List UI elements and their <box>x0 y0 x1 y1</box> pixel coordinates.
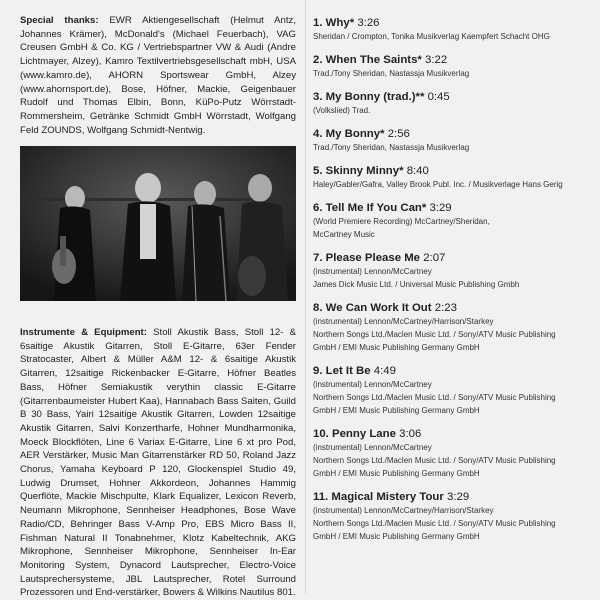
track-duration: 2:56 <box>387 128 410 140</box>
track-heading <box>313 16 581 30</box>
track-item <box>313 427 581 480</box>
track-item <box>313 364 581 417</box>
track-credit-line: GmbH / EMI Music Publishing Germany GmbH <box>313 343 480 352</box>
track-credit-line: Sheridan / Crompton, Tonika Musikverlag Kaempfert Schacht OHG <box>313 32 550 41</box>
track-title: 2. When The Saints* <box>313 54 422 66</box>
track-credit-line: (instrumental) Lennon/McCartney <box>313 267 432 276</box>
track-item <box>313 16 581 43</box>
track-credit-line: GmbH / EMI Music Publishing Germany GmbH <box>313 469 480 478</box>
track-heading <box>313 251 581 265</box>
band-photo <box>20 146 296 301</box>
equipment-body: Stoll Akustik Bass, Stoll 12- & 6saitige Akustik Gitarren, Stoll E-Gitarre, 63er Fender Stratocaster, Albert & Müller A&M 12- & 6saitige Akustik Gitarren, 12saitige Rickenbacker E-Gitarre, Höfner Beatles Bass, Höfner Semiakustik verythin classic E-Gitarre (Gitarrenbaumeister Hubert Kaa), Hannabach Bass Saiten, Guild B 30 Bass, Yairi 12saitige Akustik Gitarren, Lowden 12saitige Akustik Gitarren, Salvi Konzertharfe, Hohner Mundharmonika, Moeck Blockflöten, Line 6 Variax E-Gitarre, Line 6 xt pro Pod, AER Verstärker, Music Man Gitarrenstärker RD 50, Roland Jazz Chorus, Yamaha Keyboard P 120, Glockenspiel Studio 49, Ludwig Drumset, Hohner Akkordeon, Johannes Hammig Querflöte, Mackie Mischpulte, Klark Equalizer, Lexicon Reverb, Neumann Mikrophone, Sennheiser Headphones, Bose Wave Radio/CD, Behringer Bass V-Amp Pro, EBS Micro Bass II, Fishman Natural II Tonabnehmer, Klotz Kabeltechnik, AKG Mikrophone, Sennheiser Mikrophone, Sennheiser In-Ear Monitoring System, Dynacord Lautsprecher, Electro-Voice Lautsprechersysteme, JBL Lautsprecher, Rotel Surround Prozessoren und End-verstärker, Bowers & Wilkins Nautilus 801. <box>20 327 296 599</box>
track-item <box>313 490 581 543</box>
track-credit-line: Trad./Tony Sheridan, Nastassja Musikverlag <box>313 143 470 152</box>
track-title: 8. We Can Work It Out <box>313 302 432 314</box>
track-credit-line: GmbH / EMI Music Publishing Germany GmbH <box>313 532 480 541</box>
special-thanks-block <box>20 14 296 137</box>
track-duration: 8:40 <box>406 165 429 177</box>
track-title: 4. My Bonny* <box>313 128 385 140</box>
track-credit-line: Northern Songs Ltd./Maclen Music Ltd. / Sony/ATV Music Publishing <box>313 456 556 465</box>
track-duration: 3:06 <box>399 428 422 440</box>
track-heading <box>313 364 581 378</box>
tracklist <box>313 16 581 553</box>
track-item <box>313 53 581 80</box>
track-credit-line: McCartney Music <box>313 230 375 239</box>
track-item <box>313 301 581 354</box>
track-duration: 2:07 <box>423 252 446 264</box>
track-heading <box>313 164 581 178</box>
special-thanks-text <box>20 14 296 137</box>
track-duration: 3:29 <box>429 202 452 214</box>
track-credit-line: (Volkslied) Trad. <box>313 106 371 115</box>
track-credit-line: Haley/Gabler/Gafra, Valley Brook Publ. Inc. / Musikverlage Hans Gerig <box>313 180 563 189</box>
track-credit-line: (World Premiere Recording) McCartney/Sheridan, <box>313 217 490 226</box>
track-credit-line: (instrumental) Lennon/McCartney <box>313 443 432 452</box>
track-title: 5. Skinny Minny* <box>313 165 404 177</box>
track-item <box>313 164 581 191</box>
column-divider <box>305 0 306 594</box>
track-item <box>313 127 581 154</box>
track-duration: 4:49 <box>373 365 396 377</box>
track-heading <box>313 53 581 67</box>
track-title: 9. Let It Be <box>313 365 371 377</box>
track-heading <box>313 201 581 215</box>
equipment-heading: Instrumente & Equipment: <box>20 327 147 338</box>
track-duration: 3:22 <box>425 54 448 66</box>
track-duration: 3:29 <box>447 491 470 503</box>
equipment-block <box>20 326 296 600</box>
track-credit-line: (instrumental) Lennon/McCartney <box>313 380 432 389</box>
track-title: 3. My Bonny (trad.)** <box>313 91 425 103</box>
special-thanks-heading: Special thanks: <box>20 15 99 26</box>
track-item <box>313 251 581 291</box>
track-heading <box>313 301 581 315</box>
track-title: 6. Tell Me If You Can* <box>313 202 427 214</box>
band-photo-illustration <box>20 146 296 301</box>
track-duration: 3:26 <box>357 17 380 29</box>
track-item <box>313 90 581 117</box>
track-credit-line: Northern Songs Ltd./Maclen Music Ltd. / Sony/ATV Music Publishing <box>313 330 556 339</box>
track-credit-line: James Dick Music Ltd. / Universal Music Publishing Gmbh <box>313 280 520 289</box>
track-title: 10. Penny Lane <box>313 428 396 440</box>
track-heading <box>313 127 581 141</box>
equipment-text <box>20 326 296 600</box>
special-thanks-body: EWR Aktiengesellschaft (Helmut Antz, Johannes Krämer), McDonald's (Michael Feuerbach), VAG Creusen GmbH & Co. KG / Vertriebspartner VW & Audi (Andre Lichtmayer, Alzey), Kamro Textilvertriebsgesellschaft mbH, USA (www.kamro.de), AHORN Sportswear GmbH, Alzey (www.ahornsport.de), Bose, Höfner, Mackie, Geigenbauer Rudolf und Thomas Elbin, Bonn, KüPo-Putz Wörrstadt-Rommersheim, Getränke Schmidt GmbH Wörrstadt, Wolfgang Feld ZOUNDS, Wolfgang Schmidt-Nentwig. <box>20 15 297 136</box>
track-heading <box>313 490 581 504</box>
track-heading <box>313 90 581 104</box>
track-heading <box>313 427 581 441</box>
track-duration: 0:45 <box>427 91 450 103</box>
track-credit-line: (instrumental) Lennon/McCartney/Harrison/Starkey <box>313 506 494 515</box>
track-title: 11. Magical Mistery Tour <box>313 491 444 503</box>
track-title: 7. Please Please Me <box>313 252 421 264</box>
track-credit-line: (instrumental) Lennon/McCartney/Harrison/Starkey <box>313 317 494 326</box>
track-credit-line: Northern Songs Ltd./Maclen Music Ltd. / Sony/ATV Music Publishing <box>313 519 556 528</box>
track-duration: 2:23 <box>434 302 457 314</box>
track-credit-line: Trad./Tony Sheridan, Nastassja Musikverlag <box>313 69 470 78</box>
track-item <box>313 201 581 241</box>
track-title: 1. Why* <box>313 17 355 29</box>
track-credit-line: Northern Songs Ltd./Maclen Music Ltd. / Sony/ATV Music Publishing <box>313 393 556 402</box>
track-credit-line: GmbH / EMI Music Publishing Germany GmbH <box>313 406 480 415</box>
